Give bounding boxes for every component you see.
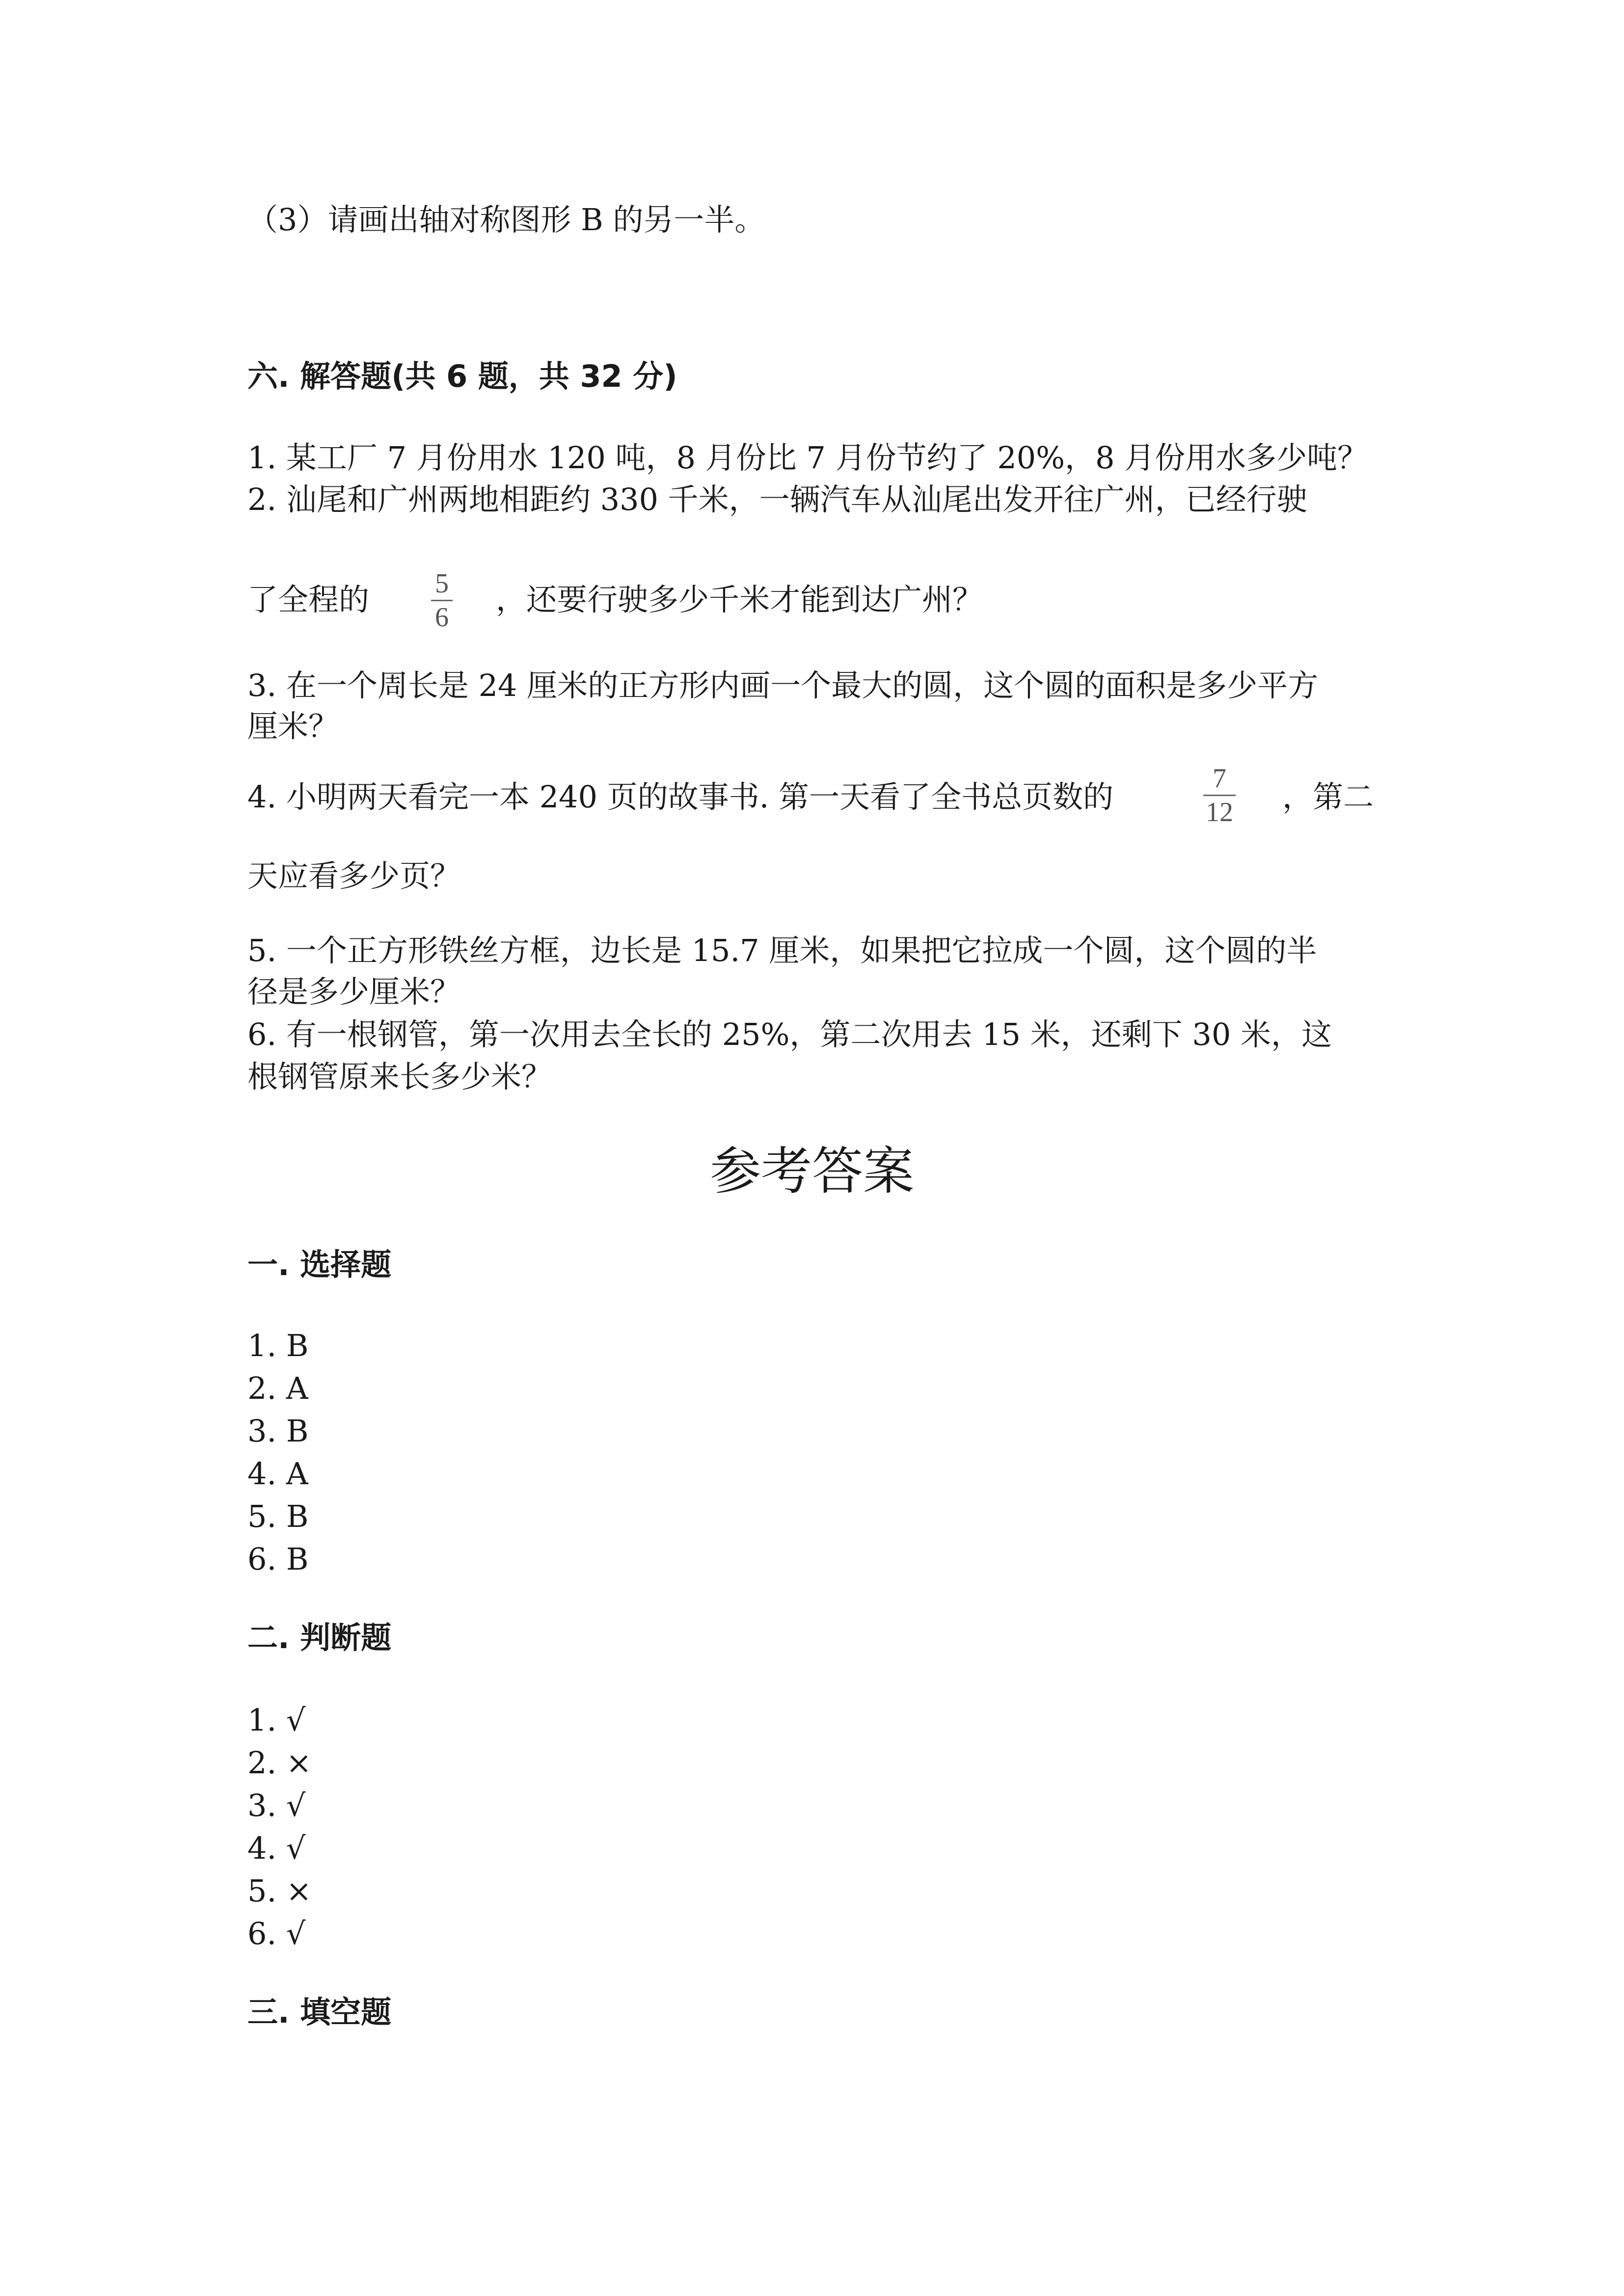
answers-section-3-heading: 三. 填空题 — [247, 1994, 392, 2030]
answer-item: 1. √ — [247, 1702, 306, 1738]
answer-item: 2. A — [247, 1370, 308, 1406]
answer-item: 4. √ — [247, 1830, 306, 1866]
answer-item: 3. √ — [247, 1788, 306, 1823]
question-6-5-line1: 5. 一个正方形铁丝方框，边长是 15.7 厘米，如果把它拉成一个圆，这个圆的半 — [247, 933, 1317, 968]
fraction-bar — [431, 600, 453, 601]
fraction-numerator: 7 — [1213, 763, 1226, 794]
fraction-numerator: 5 — [435, 568, 449, 599]
fraction-bar — [1203, 795, 1236, 796]
section-heading-6: 六. 解答题(共 6 题，共 32 分) — [247, 358, 677, 394]
question-6-6-line1: 6. 有一根钢管，第一次用去全长的 25%，第二次用去 15 米，还剩下 30 米，这 — [247, 1016, 1332, 1052]
question-5-3: （3）请画出轴对称图形 B 的另一半。 — [247, 202, 765, 238]
answers-section-2-heading: 二. 判断题 — [247, 1620, 392, 1655]
answer-item: 6. √ — [247, 1916, 306, 1951]
question-6-4-before: 4. 小明两天看完一本 240 页的故事书. 第一天看了全书总页数的 — [247, 779, 1114, 815]
fraction-denominator: 12 — [1206, 797, 1233, 828]
question-6-5-line2: 径是多少厘米？ — [247, 974, 461, 1010]
question-6-3-line1: 3. 在一个周长是 24 厘米的正方形内画一个最大的圆，这个圆的面积是多少平方 — [247, 667, 1319, 703]
answers-title: 参考答案 — [709, 1141, 914, 1201]
answer-item: 3. B — [247, 1413, 309, 1449]
fraction-5-6 — [427, 568, 457, 633]
fraction-denominator: 6 — [435, 602, 449, 633]
question-6-1: 1. 某工厂 7 月份用水 120 吨，8 月份比 7 月份节约了 20%，8 月份用水多少吨？ — [247, 440, 1368, 476]
question-6-4-after: ，第二 — [1282, 779, 1374, 815]
answer-item: 2. × — [247, 1745, 312, 1781]
answer-item: 4. A — [247, 1456, 308, 1492]
answer-item: 5. B — [247, 1498, 309, 1534]
answer-item: 5. × — [247, 1873, 312, 1909]
fraction-7-12 — [1200, 763, 1239, 828]
question-6-2-line1: 2. 汕尾和广州两地相距约 330 千米，一辆汽车从汕尾出发开往广州，已经行驶 — [247, 481, 1307, 517]
answer-item: 1. B — [247, 1328, 309, 1363]
answer-item: 6. B — [247, 1541, 309, 1577]
question-6-2-line2-before: 了全程的 — [247, 582, 370, 617]
question-6-3-line2: 厘米？ — [247, 708, 339, 744]
question-6-2-line2-after: ，还要行驶多少千米才能到达广州？ — [496, 582, 983, 617]
question-6-4-line2: 天应看多少页？ — [247, 858, 461, 894]
answers-section-1-heading: 一. 选择题 — [247, 1247, 392, 1282]
question-6-6-line2: 根钢管原来长多少米？ — [247, 1059, 552, 1095]
